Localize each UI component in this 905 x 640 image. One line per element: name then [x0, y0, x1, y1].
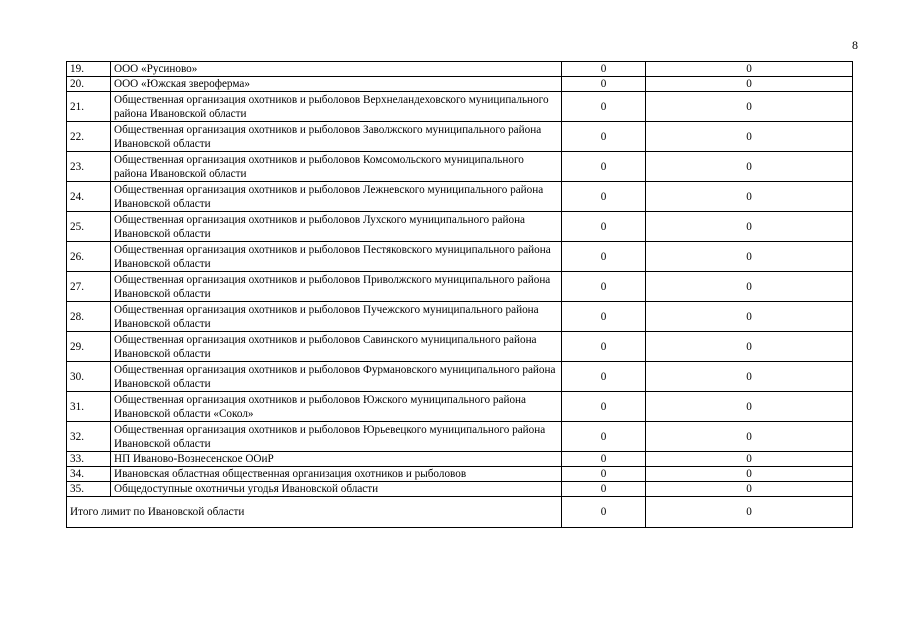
row-number: 20. [67, 77, 111, 92]
table-row [67, 332, 853, 362]
total-value-cell: 0 [646, 497, 853, 528]
value-cell: 0 [562, 92, 646, 122]
value-cell: 0 [646, 332, 853, 362]
organization-name: Общественная организация охотников и рыболовов Пучежского муниципального района Ивановской области [111, 302, 562, 332]
total-row [67, 497, 853, 528]
row-number: 24. [67, 182, 111, 212]
table-row [67, 122, 853, 152]
page-number: 8 [852, 38, 858, 52]
value-cell: 0 [646, 302, 853, 332]
value-cell: 0 [646, 122, 853, 152]
value-cell: 0 [562, 422, 646, 452]
organization-name: Общественная организация охотников и рыболовов Юрьевецкого муниципального района Ивановской области [111, 422, 562, 452]
value-cell: 0 [562, 77, 646, 92]
table-row [67, 212, 853, 242]
organization-name: Общественная организация охотников и рыболовов Фурмановского муниципального района Ивановской области [111, 362, 562, 392]
table-row [67, 242, 853, 272]
value-cell: 0 [646, 452, 853, 467]
table-row [67, 482, 853, 497]
value-cell: 0 [646, 392, 853, 422]
row-number: 22. [67, 122, 111, 152]
value-cell: 0 [562, 242, 646, 272]
row-number: 19. [67, 62, 111, 77]
row-number: 31. [67, 392, 111, 422]
value-cell: 0 [646, 422, 853, 452]
value-cell: 0 [562, 482, 646, 497]
table-row [67, 152, 853, 182]
total-label: Итого лимит по Ивановской области [67, 497, 562, 528]
total-value-cell: 0 [562, 497, 646, 528]
organization-name: НП Иваново-Вознесенское ООиР [111, 452, 562, 467]
row-number: 32. [67, 422, 111, 452]
value-cell: 0 [562, 62, 646, 77]
table-row [67, 362, 853, 392]
organization-name: ООО «Южская звероферма» [111, 77, 562, 92]
organization-name: Общественная организация охотников и рыболовов Комсомольского муниципального района Ивановской области [111, 152, 562, 182]
value-cell: 0 [646, 272, 853, 302]
organization-name: Общественная организация охотников и рыболовов Заволжского муниципального района Ивановской области [111, 122, 562, 152]
value-cell: 0 [646, 152, 853, 182]
table-row [67, 467, 853, 482]
value-cell: 0 [562, 467, 646, 482]
table-row [67, 182, 853, 212]
value-cell: 0 [646, 362, 853, 392]
organization-name: Ивановская областная общественная организация охотников и рыболовов [111, 467, 562, 482]
organization-name: Общественная организация охотников и рыболовов Лухского муниципального района Ивановской области [111, 212, 562, 242]
organization-name: Общественная организация охотников и рыболовов Пестяковского муниципального района Ивановской области [111, 242, 562, 272]
organization-name: Общественная организация охотников и рыболовов Приволжского муниципального района Ивановской области [111, 272, 562, 302]
value-cell: 0 [646, 62, 853, 77]
organization-name: ООО «Русиново» [111, 62, 562, 77]
row-number: 33. [67, 452, 111, 467]
row-number: 27. [67, 272, 111, 302]
value-cell: 0 [562, 152, 646, 182]
table-row [67, 272, 853, 302]
value-cell: 0 [646, 212, 853, 242]
value-cell: 0 [646, 482, 853, 497]
value-cell: 0 [646, 77, 853, 92]
table-row [67, 422, 853, 452]
organization-name: Общественная организация охотников и рыболовов Южского муниципального района Ивановской области «Сокол» [111, 392, 562, 422]
organization-name: Общественная организация охотников и рыболовов Верхнеландеховского муниципального района Ивановской области [111, 92, 562, 122]
value-cell: 0 [562, 272, 646, 302]
limits-table [66, 61, 853, 528]
organization-name: Общественная организация охотников и рыболовов Савинского муниципального района Ивановской области [111, 332, 562, 362]
value-cell: 0 [562, 392, 646, 422]
value-cell: 0 [562, 332, 646, 362]
row-number: 30. [67, 362, 111, 392]
table-row [67, 62, 853, 77]
row-number: 29. [67, 332, 111, 362]
row-number: 23. [67, 152, 111, 182]
value-cell: 0 [646, 92, 853, 122]
value-cell: 0 [646, 182, 853, 212]
table-row [67, 452, 853, 467]
value-cell: 0 [562, 182, 646, 212]
row-number: 35. [67, 482, 111, 497]
organization-name: Общедоступные охотничьи угодья Ивановской области [111, 482, 562, 497]
table-row [67, 302, 853, 332]
value-cell: 0 [646, 467, 853, 482]
row-number: 34. [67, 467, 111, 482]
row-number: 28. [67, 302, 111, 332]
row-number: 21. [67, 92, 111, 122]
organization-name: Общественная организация охотников и рыболовов Лежневского муниципального района Ивановской области [111, 182, 562, 212]
value-cell: 0 [562, 122, 646, 152]
table-row [67, 392, 853, 422]
table-row [67, 92, 853, 122]
value-cell: 0 [562, 452, 646, 467]
value-cell: 0 [562, 212, 646, 242]
table-row [67, 77, 853, 92]
row-number: 26. [67, 242, 111, 272]
value-cell: 0 [562, 362, 646, 392]
row-number: 25. [67, 212, 111, 242]
value-cell: 0 [562, 302, 646, 332]
value-cell: 0 [646, 242, 853, 272]
limits-table-body [67, 62, 853, 528]
